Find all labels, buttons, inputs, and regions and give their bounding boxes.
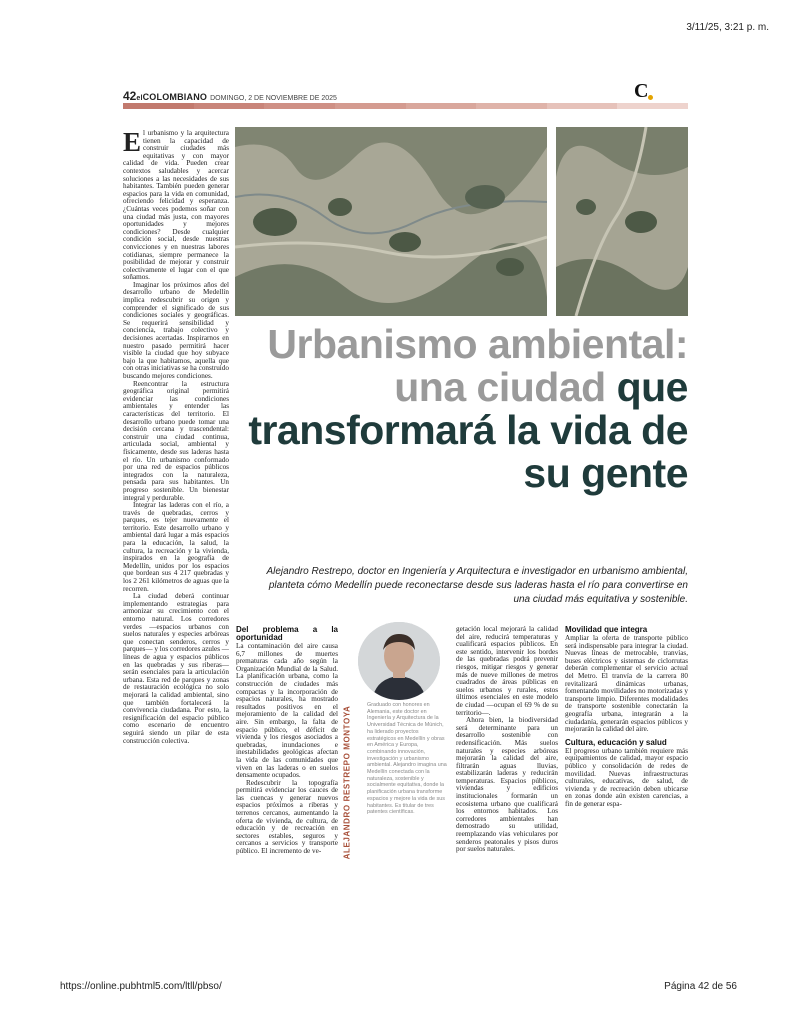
paragraph: Reencontrar la estructura geográfica original permitirá evidenciar las condiciones ambientales y entender las características del territorio. El desarrollo urbano puede tomar una decisión cercana y trascendental: construir una ciudad continua, articulada social, ambiental y físicamente, desde sus laderas hasta el río. Un urbanismo conformado por una red de espacios públicos integrados con la naturaleza, pensada para sus habitantes. Un progreso sostenible. Un bienestar integral y perdurable.	[123, 379, 229, 502]
rule-segment	[335, 103, 406, 109]
print-timestamp: 3/11/25, 3:21 p. m.	[686, 22, 769, 33]
article-column-1	[123, 127, 229, 745]
rule-segment	[123, 103, 194, 109]
issue-date: DOMINGO, 2 DE NOVIEMBRE DE 2025	[210, 95, 337, 102]
header-color-rule	[123, 103, 688, 109]
paragraph: El progreso urbano también requiere más equipamientos de calidad, mayor espacio público y consolidación de redes de movilidad. Nuevas infraestructuras culturales, educativas, de salud, de vivienda y de recreación deben ubicarse en zonas donde aún existen carencias, a fin de generar espa-	[565, 746, 688, 808]
rule-segment	[617, 103, 688, 109]
rule-segment	[547, 103, 618, 109]
rule-segment	[406, 103, 477, 109]
rule-segment	[476, 103, 547, 109]
rule-segment	[264, 103, 335, 109]
section-heading-movilidad: Movilidad que integra	[565, 625, 648, 634]
section-heading-problema: Del problema a la oportunidad	[236, 625, 338, 642]
paper-prefix: el	[136, 95, 143, 102]
author-avatar	[358, 622, 440, 700]
article-subhead: Alejandro Restrepo, doctor en Ingeniería y Arquitectura e investigador en urbanismo ambiental, planteta cómo Medellín puede reconectarse desde sus laderas hasta el río para convertirse en una ciudad más equitativa y sostenible.	[266, 566, 688, 605]
author-name-vertical: ALEJANDRO RESTREPO MONTOYA	[342, 705, 352, 860]
print-url[interactable]: https://online.pubhtml5.com/ltll/pbso/	[60, 981, 222, 992]
aerial-photo-main	[235, 127, 547, 316]
paragraph: La contaminación del aire causa 6,7 millones de muertes prematuras cada año según la Organización Mundial de la Salud. La planificación urbana, como la construcción de ciudades más compactas y la incorporación de espacios naturales, ha mostrado resultados positivos en el mejoramiento de la calidad del aire. Sin embargo, la falta de espacio público, el déficit de vivienda y los riesgos asociados a quebradas, inundaciones e inestabilidades geológicas afectan la vida de las comunidades que viven en las laderas o en suelos densamente ocupados.	[236, 642, 338, 780]
headline-gray-part: Urbanismo ambiental: una ciudad	[267, 321, 688, 410]
author-bio: Graduado con honores en Alemania, este doctor en Ingeniería y Arquitectura de la Universidad Técnica de Múnich, ha liderado proyectos estratégicos en Medellín y obras en América y Europa, combinando innovación, investigación y urbanismo ambiental. Alejandro imagina una Medellín conectada con la naturaleza, sostenible y socialmente equitativa, donde la planificación urbana transforme espacios y mejore la vida de sus habitantes. Es titular de tres patentes científicas.	[367, 702, 447, 816]
article-column-2	[236, 626, 338, 856]
paragraph: getación local mejorará la calidad del aire, reducirá temperaturas y cualificará espacios públicos. En este sentido, intervenir los bordes de las quebradas podrá prevenir riesgos, mitigar riesgos y generar más de nueve millones de metros cuadrados de áreas públicas en suelos urbanos y rurales, estos últimos esenciales en este modelo de ciudad —ocupan el 69 % de su territorio—.	[456, 625, 558, 717]
paragraph: El urbanismo y la arquitectura tienen la capacidad de construir ciudades más equitativas y con mayor calidad de vida. Pueden crear contextos saludables y acercar soluciones a las necesidades de sus habitantes. También pueden generar espacios para la vida en comunidad, ofreciendo felicidad y esperanza. ¿Cuántas veces podemos soñar con una ciudad más justa, con mayores oportunidades y mejores condiciones? Desde cualquier condición social, desde nuestras convicciones y en nuestras labores cotidianas, siempre permanece la posibilidad de mejorar y construir colectivamente el lugar con el que soñamos.	[123, 127, 229, 282]
paper-name	[136, 92, 207, 102]
article-column-4	[456, 626, 558, 854]
rule-segment	[194, 103, 265, 109]
aerial-photo-side	[556, 127, 688, 316]
article-column-5	[565, 626, 688, 808]
newspaper-header	[123, 87, 688, 101]
logo-dot-icon	[648, 95, 653, 100]
drop-cap: E	[123, 127, 142, 157]
page-number: 42	[123, 89, 137, 103]
paragraph: Ampliar la oferta de transporte público será indispensable para integrar la ciudad. Nuevas líneas de metrocable, tranvías, buses eléctricos y sistemas de ciclorrutas deberán complementar el servicio actual del Metro. El tranvía de la carrera 80 revitalizará dinámicas urbanas, fomentando movilidades no motorizadas y transporte limpio. Diferentes modalidades de transporte sostenible conectarán la geografía urbana, integrarán a la ciudadanía, generarán espacios públicos y mejorarán la calidad del aire.	[565, 634, 688, 734]
paragraph: Integrar las laderas con el río, a través de quebradas, cerros y parques, es tejer nuevamente el territorio. Este desarrollo urbano y ambiental dará lugar a más espacios para la educación, la salud, la cultura, la recreación y la vivienda, inspirados en la geografía de Medellín, unidos por los espacios que bordean sus 4 217 quebradas y los 2 261 kilómetros de aguas que la recorren.	[123, 501, 229, 593]
paragraph: Imaginar los próximos años del desarrollo urbano de Medellín implica redescubrir su origen y comprender el significado de sus condiciones sociales y geográficas. Se requerirá sensibilidad y conciencia, trabajo colectivo y decisiones acertadas. Inspirarnos en nuestro pasado permitirá hacer visible la ciudad que hoy subyace bajo la que habitamos, aquella que con otras iniciativas se ha construido buscando mejores condiciones.	[123, 280, 229, 380]
logo-icon: C	[634, 80, 649, 102]
paragraph: La ciudad deberá continuar implementando estrategias para armonizar su crecimiento con el entorno natural. Los corredores verdes —espacios urbanos con suelos naturales y especies arbóreas que conectan senderos, cerros y parques— y los corredores azules —líneas de agua y espacios públicos en las quebradas y sus riberas— serán esenciales para la articulación urbana. Esta red de parques y zonas de restauración ecológica no solo mejorará la calidad ambiental, sino que también fortalecerá la convivencia ciudadana. Por esto, la resignificación del espacio público como escenario de encuentro seguirá siendo un pilar de esta construcción colectiva.	[123, 592, 229, 745]
print-page-label: Página 42 de 56	[664, 981, 737, 992]
paper-title: COLOMBIANO	[142, 92, 208, 102]
paragraph: Ahora bien, la biodiversidad será determinante para un desarrollo sostenible con redensificación. Más suelos naturales y especies arbóreas mejorarán la calidad del aire, filtrarán aguas lluvias, estabilizarán laderas y reducirán temperaturas. Espacios públicos, viviendas y edificios institucionales formarán un ecosistema urbano que cualificará los entornos habitados. Los corredores ambientales han demostrado su utilidad, reemplazando vías vehiculares por senderos peatonales y pisos duros por suelos naturales.	[456, 716, 558, 854]
article-headline	[228, 323, 688, 495]
paragraph: Redescubrir la topografía permitirá evidenciar los cauces de las cuencas y generar nuevos espacios próximos a riberas y terrenos cercanos, aumentando la oferta de vivienda, de cultura, de educación y de recreación en sectores estables, seguros y cercanos a servicios y transporte público. El incremento de ve-	[236, 778, 338, 856]
headline-dark-part: que transformará la vida de su gente	[248, 364, 688, 496]
section-heading-cultura: Cultura, educación y salud	[565, 737, 667, 747]
